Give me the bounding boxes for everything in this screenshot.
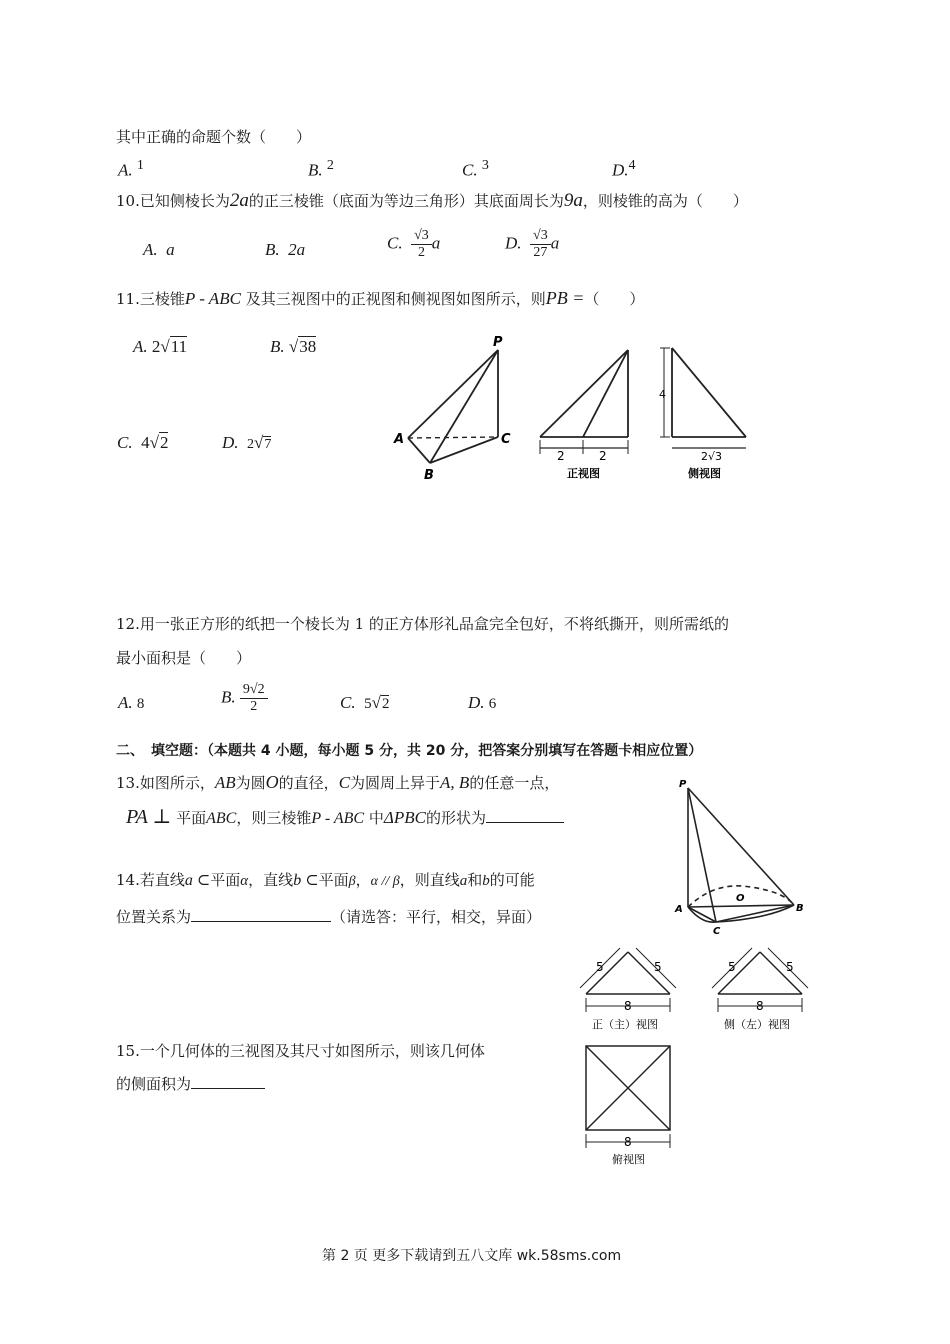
q15-answer-blank[interactable]: [191, 1088, 265, 1089]
q10-option-b: B. 2a: [265, 240, 306, 259]
q15-top-caption: 俯视图: [612, 1153, 645, 1166]
side-view-base: 2√3: [701, 450, 723, 463]
q13-label-p: P: [679, 779, 687, 790]
side-view-figure: [660, 348, 746, 448]
side-view-height: 4: [659, 388, 666, 401]
q15-front-slant-1: 5: [596, 960, 604, 974]
q9-option-c: C. $^3$: [462, 158, 489, 180]
q11-option-a: A. 2√11: [133, 337, 188, 356]
q15-front-base: 8: [624, 999, 632, 1013]
pyramid-label-a: A: [394, 432, 405, 447]
front-view-figure: [540, 350, 628, 454]
q12-line-1: 12.用一张正方形的纸把一个棱长为 1 的正方体形礼品盒完全包好，不将纸撕开，则所需纸的: [116, 615, 729, 633]
q15-line-2: 的侧面积为: [116, 1073, 265, 1094]
q12-option-d: D. 6: [468, 693, 497, 712]
q11-option-d: D. 2√7: [222, 433, 272, 452]
front-view-dim-2: 2: [599, 449, 607, 463]
section-2-title: 二、 填空题：（本题共 4 小题，每小题 5 分，共 20 分，把答案分别填写在答题卡相应位置）: [116, 743, 703, 759]
q11-stem: 11.三棱锥P - ABC 及其三视图中的正视图和侧视图如图所示，则PB =（ ）: [116, 288, 645, 308]
q12-option-a: A. 8: [118, 693, 145, 712]
q12-option-b: B. $\frac{9√2}{2}$: [221, 682, 268, 715]
q13-label-o: O: [736, 893, 745, 904]
q13-answer-blank[interactable]: [486, 822, 564, 823]
pyramid-figure: [408, 350, 498, 463]
q13-label-b: B: [796, 903, 804, 914]
q15-side-slant-2: 5: [786, 960, 794, 974]
page-footer: 第 2 页 更多下载请到五八文库 wk.58sms.com: [322, 1248, 622, 1264]
q13-label-a: A: [675, 904, 683, 915]
q10-option-c: C. $\frac{√3}{2}$ a: [387, 228, 441, 260]
q14-line-1: 14.若直线a ⊂平面α，直线b ⊂平面β，α // β，则直线a和b的可能: [116, 871, 535, 889]
q11-figures: [390, 330, 760, 490]
q10-option-d: D. $\frac{√3}{27}$ a: [505, 228, 560, 260]
q9-option-a: A. $^1$: [118, 158, 144, 180]
q13-label-c: C: [713, 926, 721, 936]
front-view-caption: 正视图: [567, 467, 600, 480]
q15-figures: [568, 940, 818, 1170]
q15-front-slant-2: 5: [654, 960, 662, 974]
q9-option-d: D.$^4$: [612, 158, 636, 180]
q12-option-c: C. 5√2: [340, 693, 390, 712]
q15-side-caption: 侧（左）视图: [724, 1018, 790, 1031]
q15-top-view: [586, 1046, 670, 1148]
q15-top-base: 8: [624, 1135, 632, 1149]
q15-side-slant-1: 5: [728, 960, 736, 974]
q9-option-b: B. $^2$: [308, 158, 334, 180]
q10-option-a: A. a: [143, 240, 175, 259]
q13-figure: [672, 774, 812, 936]
q12-line-2: 最小面积是（ ）: [116, 649, 252, 667]
q14-answer-blank[interactable]: [191, 921, 331, 922]
q15-front-caption: 正（主）视图: [592, 1018, 658, 1031]
q14-line-2: 位置关系为 （请选答：平行，相交，异面）: [116, 908, 542, 926]
q9-stem: 其中正确的命题个数（ ）: [116, 128, 312, 146]
pyramid-label-c: C: [501, 432, 511, 447]
q15-line-1: 15.一个几何体的三视图及其尺寸如图所示，则该几何体: [116, 1042, 485, 1060]
q13-line-1: 13.如图所示，AB为圆O的直径，C为圆周上异于A, B的任意一点，: [116, 772, 560, 792]
side-view-caption: 侧视图: [688, 467, 721, 480]
q10-stem: 10.已知侧棱长为2a的正三棱锥（底面为等边三角形）其底面周长为9a，则棱锥的高为（ ）: [116, 190, 748, 211]
pyramid-label-p: P: [493, 335, 503, 350]
q11-option-c: C. 4√2: [117, 433, 169, 452]
q13-line-2: PA ⊥ 平面ABC，则三棱锥P - ABC 中ΔPBC的形状为: [126, 804, 564, 829]
front-view-dim-1: 2: [557, 449, 565, 463]
pyramid-label-b: B: [424, 468, 434, 483]
q15-side-base: 8: [756, 999, 764, 1013]
q11-option-b: B. √38: [270, 337, 317, 356]
